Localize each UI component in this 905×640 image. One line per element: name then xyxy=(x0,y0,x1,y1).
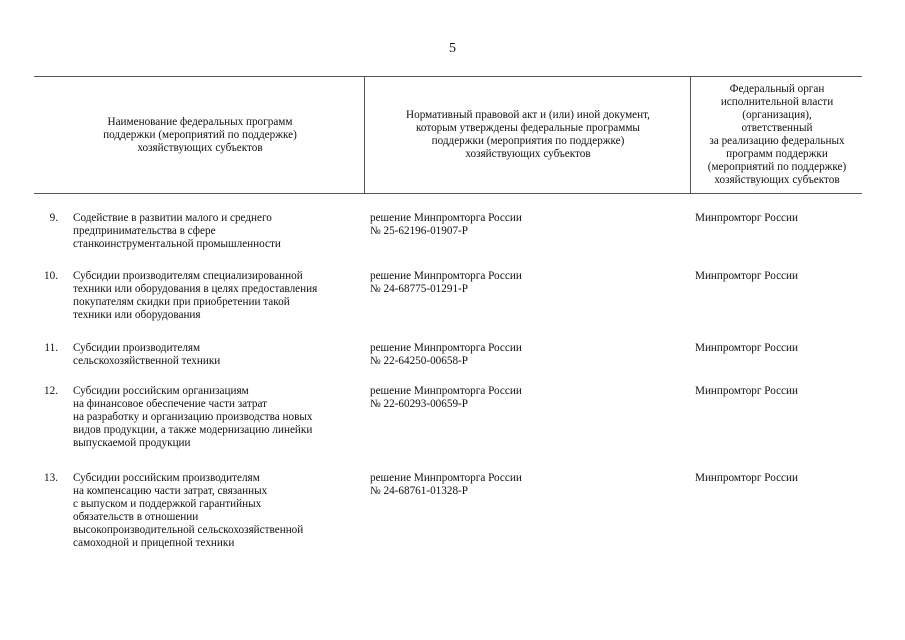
row-legal-act: решение Минпромторга России № 25-62196-01907-Р xyxy=(370,212,522,237)
row-legal-act: решение Минпромторга России № 24-68761-01328-Р xyxy=(370,472,522,497)
row-program-name: Содействие в развитии малого и среднего предпринимательства в сфере станкоинструментальной промышленности xyxy=(73,212,281,250)
row-number: 12. xyxy=(44,385,58,397)
row-program-name: Субсидии производителям специализированной техники или оборудования в целях предоставления покупателям скидки при приобретении такой техники или оборудования xyxy=(73,270,318,321)
row-federal-body: Минпромторг России xyxy=(695,472,798,484)
row-federal-body: Минпромторг России xyxy=(695,212,798,224)
row-number: 13. xyxy=(44,472,58,484)
header-column-divider-2 xyxy=(690,76,691,194)
row-legal-act: решение Минпромторга России № 22-60293-00659-Р xyxy=(370,385,522,410)
row-number: 10. xyxy=(44,270,58,282)
row-number: 11. xyxy=(44,342,58,354)
row-number: 9. xyxy=(49,212,58,224)
page-number: 5 xyxy=(449,41,456,56)
row-legal-act: решение Минпромторга России № 24-68775-01291-Р xyxy=(370,270,522,295)
row-program-name: Субсидии российским организациям на финансовое обеспечение части затрат на разработку и организацию производства новых видов продукции, а также модернизацию линейки выпускаемой продукции xyxy=(73,385,313,449)
header-program-name: Наименование федеральных программ поддержки (мероприятий по поддержке) хозяйствующих субъектов xyxy=(103,115,297,154)
header-legal-act: Нормативный правовой акт и (или) иной документ, которым утверждены федеральные программы поддержки (мероприятия по поддержке) хозяйствующих субъектов xyxy=(406,109,650,160)
row-program-name: Субсидии российским производителям на компенсацию части затрат, связанных с выпуском и поддержкой гарантийных обязательств в отношении высокопроизводительной сельскохозяйственной самоходной и прицепной техники xyxy=(73,472,304,549)
table-header-bottom-rule xyxy=(34,193,862,194)
row-federal-body: Минпромторг России xyxy=(695,385,798,397)
row-federal-body: Минпромторг России xyxy=(695,342,798,354)
row-federal-body: Минпромторг России xyxy=(695,270,798,282)
row-legal-act: решение Минпромторга России № 22-64250-00658-Р xyxy=(370,342,522,367)
row-program-name: Субсидии производителям сельскохозяйственной техники xyxy=(73,342,221,367)
header-federal-body: Федеральный орган исполнительной власти (организация), ответственный за реализацию федеральных программ поддержки (мероприятий по поддержке) хозяйствующих субъектов xyxy=(707,83,847,186)
header-column-divider-1 xyxy=(364,76,365,194)
